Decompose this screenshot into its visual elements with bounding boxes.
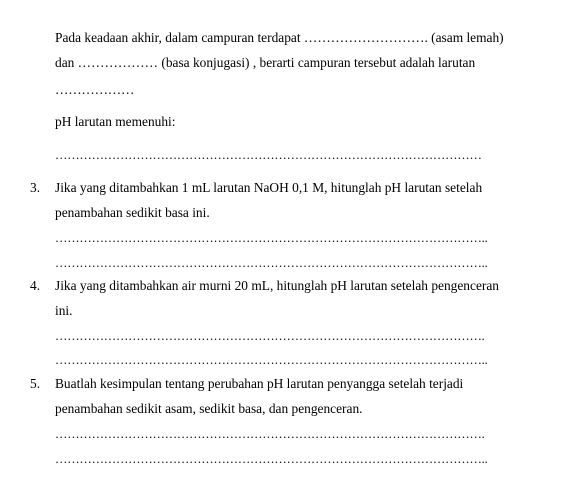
question-5-text-line-1: Buatlah kesimpulan tentang perubahan pH larutan penyangga setelah terjadi <box>55 376 464 391</box>
question-3-text-line-1: Jika yang ditambahkan 1 mL larutan NaOH 0,1 M, hitunglah pH larutan setelah <box>55 180 483 195</box>
intro-line-1: Pada keadaan akhir, dalam campuran terdapat ………………………. (asam lemah) <box>55 30 504 45</box>
question-5-number: 5. <box>30 376 41 391</box>
question-5-answer-line-2[interactable]: …………………………………………………………………………………………….. <box>55 452 488 466</box>
question-4-answer-line-1[interactable]: ……………………………………………………………………………………………. <box>55 329 485 343</box>
question-4-answer-line-2[interactable]: …………………………………………………………………………………………….. <box>55 353 488 367</box>
intro-line-3[interactable]: ……………… <box>55 82 135 97</box>
question-4-text-line-1: Jika yang ditambahkan air murni 20 mL, hitunglah pH larutan setelah pengenceran <box>55 278 499 293</box>
question-3-answer-line-1[interactable]: …………………………………………………………………………………………….. <box>55 231 488 245</box>
question-3-answer-line-2[interactable]: …………………………………………………………………………………………….. <box>55 256 488 270</box>
question-4-number: 4. <box>30 278 41 293</box>
ph-label: pH larutan memenuhi: <box>55 114 176 129</box>
question-4-text-line-2: ini. <box>55 303 73 318</box>
question-3-number: 3. <box>30 180 41 195</box>
ph-answer-line[interactable]: …………………………………………………………………………………………… <box>55 148 482 162</box>
intro-line-2: dan ……………… (basa konjugasi) , berarti campuran tersebut adalah larutan <box>55 55 476 70</box>
question-3-text-line-2: penambahan sedikit basa ini. <box>55 205 210 220</box>
question-5-answer-line-1[interactable]: ……………………………………………………………………………………………. <box>55 427 485 441</box>
question-5-text-line-2: penambahan sedikit asam, sedikit basa, dan pengenceran. <box>55 401 363 416</box>
